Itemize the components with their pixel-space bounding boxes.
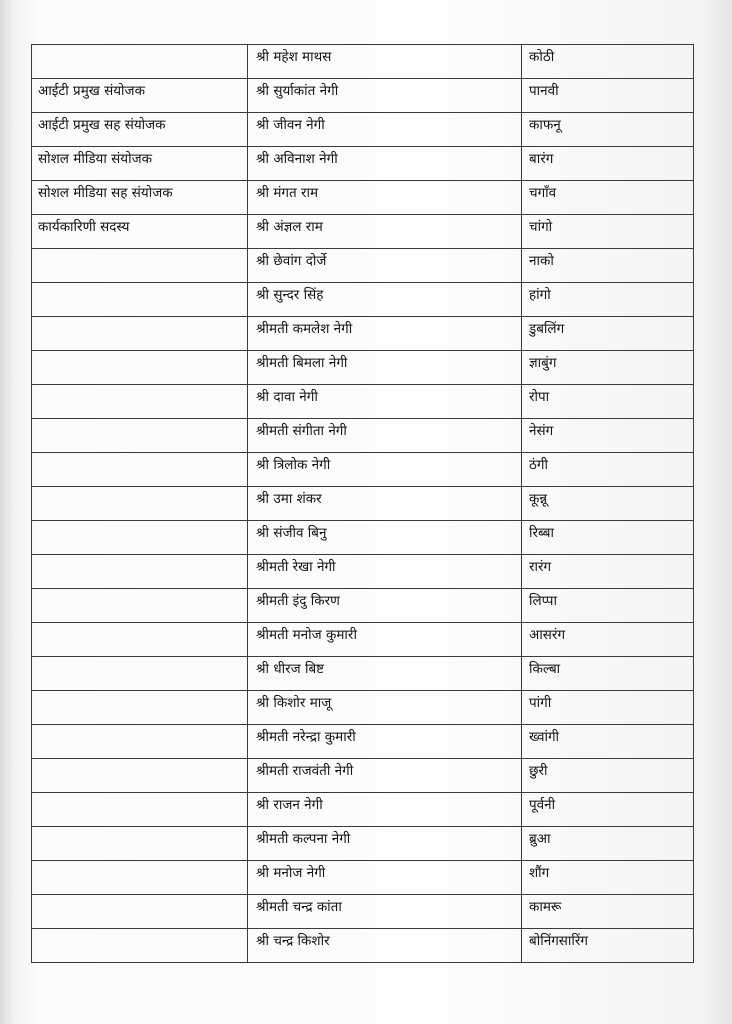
- name-cell: श्री चन्द्र किशोर: [248, 929, 522, 963]
- role-cell: सोशल मीडिया सह संयोजक: [32, 181, 248, 215]
- place-cell: ब्रुआ: [522, 827, 694, 861]
- name-cell: श्री अविनाश नेगी: [248, 147, 522, 181]
- role-cell: [32, 657, 248, 691]
- role-cell: [32, 827, 248, 861]
- role-cell: [32, 453, 248, 487]
- place-cell: कून्नू: [522, 487, 694, 521]
- name-cell: श्रीमती कमलेश नेगी: [248, 317, 522, 351]
- place-cell: ठंगी: [522, 453, 694, 487]
- table-row: [32, 453, 694, 487]
- place-cell: रिब्बा: [522, 521, 694, 555]
- role-cell: आईटी प्रमुख सह संयोजक: [32, 113, 248, 147]
- table-row: [32, 861, 694, 895]
- role-cell: [32, 623, 248, 657]
- place-cell: नाको: [522, 249, 694, 283]
- role-cell: [32, 759, 248, 793]
- name-cell: श्रीमती रेखा नेगी: [248, 555, 522, 589]
- name-cell: श्री अंज्ञल राम: [248, 215, 522, 249]
- role-cell: [32, 861, 248, 895]
- place-cell: चगाँव: [522, 181, 694, 215]
- table-row: [32, 181, 694, 215]
- role-cell: [32, 283, 248, 317]
- role-cell: [32, 929, 248, 963]
- table-row: [32, 79, 694, 113]
- role-cell: [32, 249, 248, 283]
- place-cell: रोपा: [522, 385, 694, 419]
- place-cell: बोनिंगसारिंग: [522, 929, 694, 963]
- table-row: [32, 623, 694, 657]
- place-cell: डुबलिंग: [522, 317, 694, 351]
- role-cell: [32, 487, 248, 521]
- table-row: [32, 895, 694, 929]
- table-row: [32, 385, 694, 419]
- name-cell: श्री संजीव बिनु: [248, 521, 522, 555]
- place-cell: चांगो: [522, 215, 694, 249]
- role-cell: [32, 589, 248, 623]
- name-cell: श्री दावा नेगी: [248, 385, 522, 419]
- place-cell: कोठी: [522, 45, 694, 79]
- role-cell: [32, 351, 248, 385]
- table-row: [32, 827, 694, 861]
- name-cell: श्री सुन्दर सिंह: [248, 283, 522, 317]
- place-cell: हांगो: [522, 283, 694, 317]
- table-row: [32, 249, 694, 283]
- table-row: [32, 419, 694, 453]
- table-row: [32, 351, 694, 385]
- name-cell: श्रीमती संगीता नेगी: [248, 419, 522, 453]
- place-cell: काफनू: [522, 113, 694, 147]
- role-cell: [32, 895, 248, 929]
- role-cell: कार्यकारिणी सदस्य: [32, 215, 248, 249]
- role-cell: [32, 793, 248, 827]
- name-cell: श्री धीरज बिष्ट: [248, 657, 522, 691]
- name-cell: श्रीमती इंदु किरण: [248, 589, 522, 623]
- place-cell: आसरंग: [522, 623, 694, 657]
- name-cell: श्री महेश माथस: [248, 45, 522, 79]
- table-row: [32, 589, 694, 623]
- place-cell: किल्बा: [522, 657, 694, 691]
- table-row: [32, 691, 694, 725]
- table-row: [32, 521, 694, 555]
- role-cell: आईटी प्रमुख संयोजक: [32, 79, 248, 113]
- role-cell: [32, 45, 248, 79]
- name-cell: श्री मनोज नेगी: [248, 861, 522, 895]
- role-cell: [32, 521, 248, 555]
- place-cell: नेसंग: [522, 419, 694, 453]
- table-row: [32, 45, 694, 79]
- name-cell: श्रीमती मनोज कुमारी: [248, 623, 522, 657]
- place-cell: छुरी: [522, 759, 694, 793]
- table-row: [32, 759, 694, 793]
- role-cell: सोशल मीडिया संयोजक: [32, 147, 248, 181]
- role-cell: [32, 317, 248, 351]
- place-cell: लिप्पा: [522, 589, 694, 623]
- name-cell: श्री जीवन नेगी: [248, 113, 522, 147]
- name-cell: श्रीमती कल्पना नेगी: [248, 827, 522, 861]
- table-row: [32, 793, 694, 827]
- table-row: [32, 317, 694, 351]
- place-cell: रारंग: [522, 555, 694, 589]
- name-cell: श्री राजन नेगी: [248, 793, 522, 827]
- name-cell: श्री सुर्याकांत नेगी: [248, 79, 522, 113]
- table-row: [32, 283, 694, 317]
- name-cell: श्रीमती चन्द्र कांता: [248, 895, 522, 929]
- role-cell: [32, 385, 248, 419]
- place-cell: ज्ञाबुंग: [522, 351, 694, 385]
- place-cell: शौंग: [522, 861, 694, 895]
- name-cell: श्री किशोर माजू: [248, 691, 522, 725]
- role-cell: [32, 725, 248, 759]
- place-cell: कामरू: [522, 895, 694, 929]
- name-cell: श्री उमा शंकर: [248, 487, 522, 521]
- role-cell: [32, 419, 248, 453]
- table-row: [32, 555, 694, 589]
- table-row: [32, 147, 694, 181]
- role-cell: [32, 691, 248, 725]
- role-cell: [32, 555, 248, 589]
- members-table-body: [32, 45, 694, 963]
- name-cell: श्री छेवांग दोर्जे: [248, 249, 522, 283]
- members-table: [31, 44, 694, 963]
- place-cell: पूर्वनी: [522, 793, 694, 827]
- table-row: [32, 215, 694, 249]
- table-row: [32, 113, 694, 147]
- name-cell: श्रीमती राजवंती नेगी: [248, 759, 522, 793]
- table-row: [32, 929, 694, 963]
- table-row: [32, 725, 694, 759]
- name-cell: श्रीमती बिमला नेगी: [248, 351, 522, 385]
- place-cell: बारंग: [522, 147, 694, 181]
- table-row: [32, 657, 694, 691]
- place-cell: ख्वांगी: [522, 725, 694, 759]
- name-cell: श्री मंगत राम: [248, 181, 522, 215]
- table-row: [32, 487, 694, 521]
- place-cell: पांगी: [522, 691, 694, 725]
- place-cell: पानवी: [522, 79, 694, 113]
- name-cell: श्री त्रिलोक नेगी: [248, 453, 522, 487]
- name-cell: श्रीमती नरेन्द्रा कुमारी: [248, 725, 522, 759]
